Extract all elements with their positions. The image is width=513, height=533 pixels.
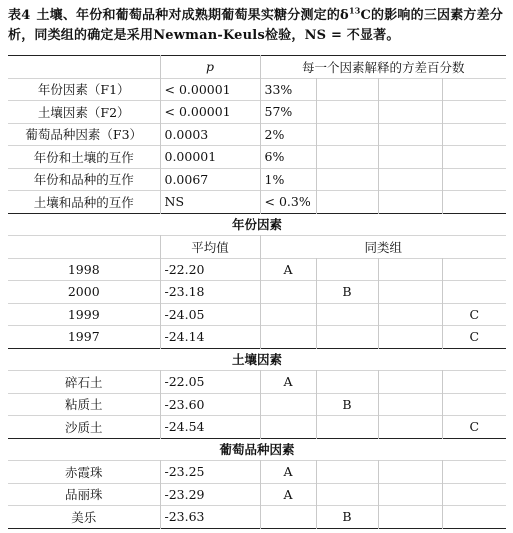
header-variance-pct: 每一个因素解释的方差百分数: [260, 56, 506, 79]
group-b: B: [316, 393, 378, 416]
factor-name: 年份和品种的互作: [33, 172, 134, 188]
header-mean: 平均值: [160, 236, 260, 259]
variance-pct: 57%: [260, 101, 316, 124]
group-c: [442, 506, 506, 529]
group-c: [442, 371, 506, 394]
level-label: 沙质土: [64, 419, 103, 435]
anova-header-row: [8, 56, 506, 79]
group-c: [442, 281, 506, 304]
p-value: 0.0067: [160, 168, 260, 191]
factor-name: 年份和土壤的互作: [33, 149, 134, 165]
section-title: 土壤因素: [8, 348, 506, 371]
header-p: p: [160, 56, 260, 79]
factor-name: 土壤和品种的互作: [33, 194, 134, 210]
variance-pct: 6%: [260, 146, 316, 169]
group-c: C: [442, 303, 506, 326]
group-row: [8, 506, 506, 529]
group-row: [8, 281, 506, 304]
group-b: B: [316, 506, 378, 529]
group-b: B: [316, 281, 378, 304]
level-label: 1998: [67, 261, 100, 277]
p-value: NS: [160, 191, 260, 214]
anova-row: [8, 146, 506, 169]
mean-value: -23.25: [160, 461, 260, 484]
group-row: [8, 326, 506, 349]
group-a: A: [260, 483, 316, 506]
caption-superscript: 13: [348, 5, 361, 16]
group-c: [442, 483, 506, 506]
variance-pct: < 0.3%: [260, 191, 316, 214]
group-b: [316, 371, 378, 394]
level-label: 2000: [67, 284, 100, 300]
p-value: 0.00001: [160, 146, 260, 169]
mean-value: -24.54: [160, 416, 260, 439]
group-a: A: [260, 258, 316, 281]
group-a: [260, 303, 316, 326]
group-row: [8, 303, 506, 326]
header-empty: [8, 56, 160, 79]
table-caption: [8, 6, 506, 46]
anova-table: [8, 55, 506, 529]
level-label: 粘质土: [64, 397, 103, 413]
variance-pct: 33%: [260, 78, 316, 101]
mean-value: -23.63: [160, 506, 260, 529]
group-c: C: [442, 416, 506, 439]
header-homogeneous-group: 同类组: [260, 236, 506, 259]
group-a: [260, 506, 316, 529]
anova-row: [8, 101, 506, 124]
anova-row: [8, 191, 506, 214]
group-header-row: [8, 236, 506, 259]
caption-text-after: C的影响的三因素方差分析，同类组的确定是采用Newman-Keuls检验，NS = 不显著。: [8, 8, 504, 43]
group-a: [260, 281, 316, 304]
section-title: 年份因素: [8, 213, 506, 236]
mean-value: -24.05: [160, 303, 260, 326]
section-title: 葡萄品种因素: [8, 438, 506, 461]
group-b: [316, 483, 378, 506]
anova-row: [8, 168, 506, 191]
group-row: [8, 371, 506, 394]
mean-value: -22.05: [160, 371, 260, 394]
p-value: < 0.00001: [160, 101, 260, 124]
variance-pct: 1%: [260, 168, 316, 191]
section-title-row: [8, 348, 506, 371]
group-b: [316, 258, 378, 281]
group-row: [8, 258, 506, 281]
group-c: [442, 258, 506, 281]
group-a: [260, 416, 316, 439]
group-b: [316, 326, 378, 349]
group-b: [316, 461, 378, 484]
variance-pct: 2%: [260, 123, 316, 146]
mean-value: -23.18: [160, 281, 260, 304]
level-label: 赤霞珠: [64, 464, 103, 480]
group-b: [316, 416, 378, 439]
group-row: [8, 416, 506, 439]
level-label: 美乐: [71, 509, 97, 525]
p-value: 0.0003: [160, 123, 260, 146]
table-number: 表4: [8, 8, 31, 23]
section-title-row: [8, 438, 506, 461]
level-label: 品丽珠: [64, 487, 103, 503]
factor-name: 土壤因素（F2）: [37, 104, 130, 120]
section-title-row: [8, 213, 506, 236]
group-a: [260, 326, 316, 349]
mean-value: -23.29: [160, 483, 260, 506]
group-c: [442, 461, 506, 484]
factor-name: 葡萄品种因素（F3）: [25, 127, 143, 143]
mean-value: -24.14: [160, 326, 260, 349]
group-row: [8, 483, 506, 506]
group-c: [442, 393, 506, 416]
group-a: A: [260, 461, 316, 484]
anova-row: [8, 78, 506, 101]
group-a: A: [260, 371, 316, 394]
mean-value: -23.60: [160, 393, 260, 416]
level-label: 1997: [67, 329, 100, 345]
group-a: [260, 393, 316, 416]
level-label: 1999: [67, 306, 100, 322]
mean-value: -22.20: [160, 258, 260, 281]
anova-row: [8, 123, 506, 146]
group-b: [316, 303, 378, 326]
factor-name: 年份因素（F1）: [37, 82, 130, 98]
group-c: C: [442, 326, 506, 349]
group-row: [8, 461, 506, 484]
p-value: < 0.00001: [160, 78, 260, 101]
group-row: [8, 393, 506, 416]
level-label: 碎石土: [64, 374, 103, 390]
caption-text-before: 土壤、年份和葡萄品种对成熟期葡萄果实糖分测定的δ: [36, 8, 349, 23]
